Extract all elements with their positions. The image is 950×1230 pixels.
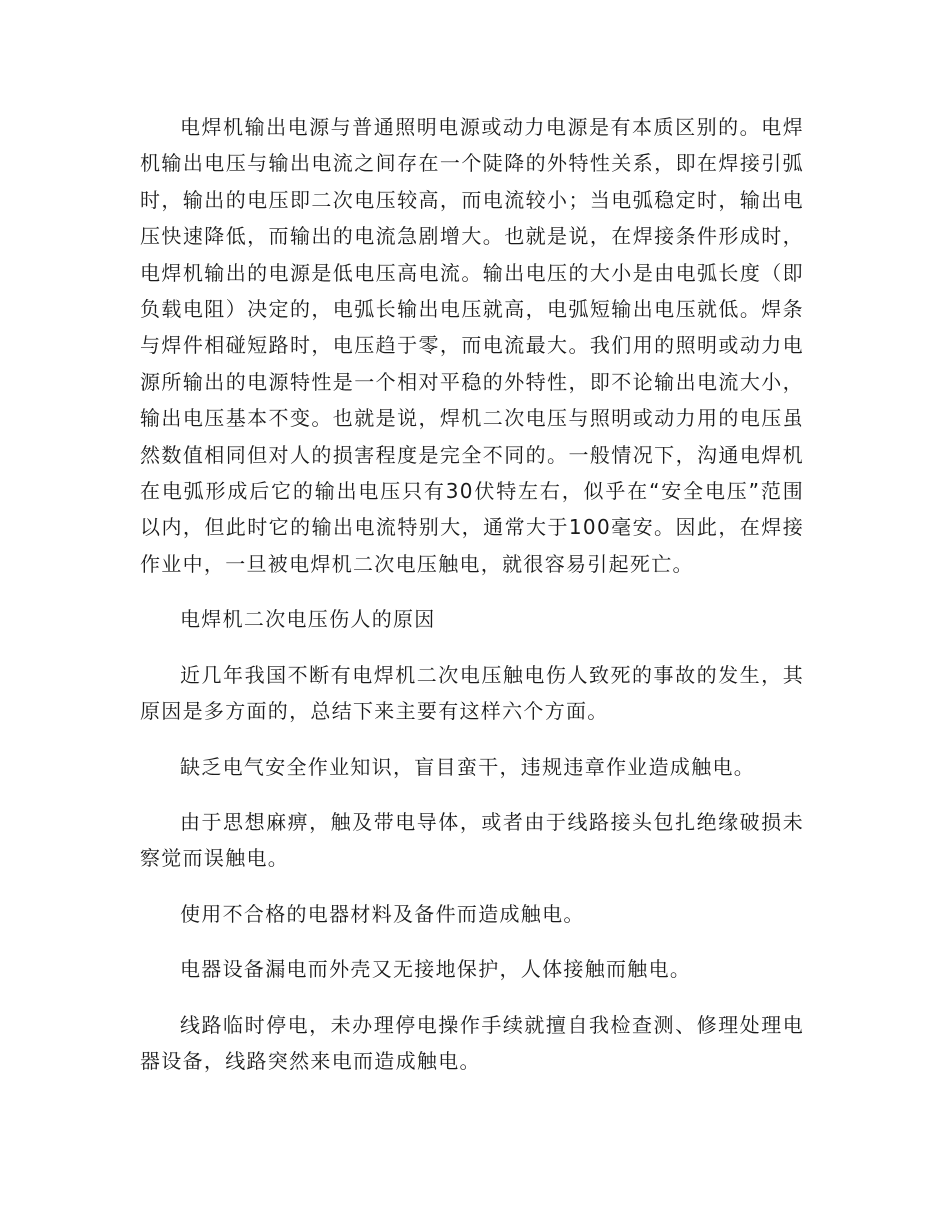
paragraph-welder-output-characteristics: 电焊机输出电源与普通照明电源或动力电源是有本质区别的。电焊机输出电压与输出电流之间存在一个陡降的外特性关系，即在焊接引弧时，输出的电压即二次电压较高，而电流较小；当电弧稳定时，输出电压快速降低，而输出的电流急剧增大。也就是说，在焊接条件形成时，电焊机输出的电源是低电压高电流。输出电压的大小是由电弧长度（即负载电阻）决定的，电弧长输出电压就高，电弧短输出电压就低。焊条与焊件相碰短路时，电压趋于零，而电流最大。我们用的照明或动力电源所输出的电源特性是一个相对平稳的外特性，即不论输出电流大小，输出电压基本不变。也就是说，焊机二次电压与照明或动力用的电压虽然数值相同但对人的损害程度是完全不同的。一般情况下，沟通电焊机在电弧形成后它的输出电压只有30伏特左右，似乎在“安全电压”范围以内，但此时它的输出电流特别大，通常大于100毫安。因此，在焊接作业中，一旦被电焊机二次电压触电，就很容易引起死亡。 [140, 115, 804, 576]
paragraph-cause-no-grounding: 电器设备漏电而外壳又无接地保护，人体接触而触电。 [180, 957, 692, 982]
paragraph-causes-intro: 近几年我国不断有电焊机二次电压触电伤人致死的事故的发生，其原因是多方面的，总结下来主要有这样六个方面。 [140, 662, 804, 724]
paragraph-cause-substandard-materials: 使用不合格的电器材料及备件而造成触电。 [180, 901, 585, 926]
paragraph-cause-lack-of-knowledge: 缺乏电气安全作业知识，盲目蛮干，违规违章作业造成触电。 [180, 754, 756, 779]
section-heading-causes: 电焊机二次电压伤人的原因 [180, 607, 436, 632]
paragraph-cause-negligence: 由于思想麻痹，触及带电导体，或者由于线路接头包扎绝缘破损未察觉而误触电。 [140, 809, 804, 871]
document-body [140, 109, 804, 1098]
paragraph-cause-unauthorized-repair: 线路临时停电，未办理停电操作手续就擅自我检查测、修理处理电器设备，线路突然来电而造成触电。 [140, 1012, 804, 1073]
